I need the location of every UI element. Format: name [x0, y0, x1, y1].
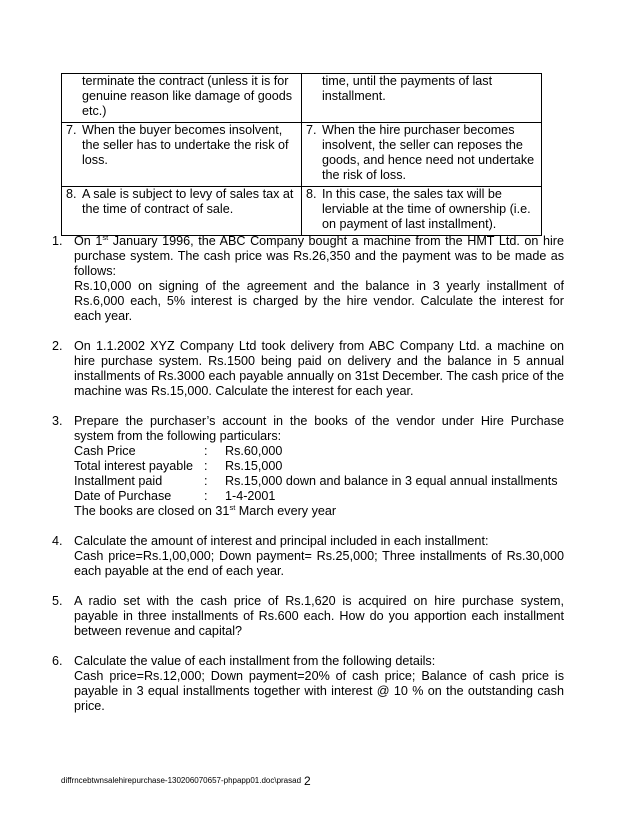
question-text: On 1.1.2002 XYZ Company Ltd took delivery from ABC Company Ltd. a machine on hire purchase system. Rs.1500 being paid on delivery and the balance in 5 annual installments of Rs.3000 each payable annually on 31st December. The cash price of the machine was Rs.15,000. Calculate the interest for each year. [74, 339, 564, 398]
question-detail: Cash price=Rs.1,00,000; Down payment= Rs.25,000; Three installments of Rs.30,000 each payable at the end of each year. [74, 549, 564, 578]
question-number: 6. [52, 654, 63, 668]
table-cell-hire-purchase [302, 74, 542, 123]
question-list [52, 234, 564, 729]
question-number: 5. [52, 594, 63, 608]
footer-file-path: diffrncebtwnsalehirepurchase-130206070657-phpapp01.doc\prasad [61, 776, 302, 785]
particular-row: Total interest payable : Rs.15,000 [74, 459, 283, 473]
question-text: Calculate the value of each installment from the following details: [74, 654, 436, 668]
page-number: 2 [304, 774, 311, 788]
table-row [62, 187, 542, 236]
question-number: 3. [52, 414, 63, 428]
question-closing: The books are closed on 31st March every year [74, 503, 337, 518]
cell-text: terminate the contract (unless it is for genuine reason like damage of goods etc.) [82, 74, 293, 118]
row-number: 8. [306, 187, 317, 201]
question-text: Calculate the amount of interest and principal included in each installment: [74, 534, 489, 548]
particular-row: Installment paid : Rs.15,000 down and balance in 3 equal annual installments [74, 474, 558, 488]
question-2 [52, 339, 564, 399]
question-3 [52, 414, 564, 519]
question-text: Prepare the purchaser’s account in the books of the vendor under Hire Purchase system from the following particulars: [74, 414, 564, 443]
question-detail: Rs.10,000 on signing of the agreement and the balance in 3 yearly installment of Rs.6,000 each, 5% interest is charged by the hire vendor. Calculate the interest for each year. [74, 279, 564, 323]
particular-row: Date of Purchase : 1-4-2001 [74, 489, 276, 503]
question-number: 1. [52, 234, 63, 248]
table-cell-hire-purchase [302, 187, 542, 236]
row-number: 8. [66, 187, 77, 201]
question-5 [52, 594, 564, 639]
table-cell-sale [62, 187, 302, 236]
cell-text: In this case, the sales tax will be lerviable at the time of ownership (i.e. on payment of last installment). [322, 187, 531, 231]
question-text: On 1st January 1996, the ABC Company bought a machine from the HMT Ltd. on hire purchase system. The cash price was Rs.26,350 and the payment was to be made as follows: [74, 233, 564, 278]
question-number: 4. [52, 534, 63, 548]
row-number: 7. [306, 123, 317, 137]
cell-text: A sale is subject to levy of sales tax at the time of contract of sale. [82, 187, 294, 216]
question-text: A radio set with the cash price of Rs.1,620 is acquired on hire purchase system, payable in three installments of Rs.600 each. How do you apportion each installment between revenue and capital? [74, 594, 564, 638]
cell-text: time, until the payments of last installment. [322, 74, 493, 103]
cell-text: When the hire purchaser becomes insolvent, the seller can reposes the goods, and hence need not undertake the risk of loss. [322, 123, 535, 182]
cell-text: When the buyer becomes insolvent, the seller has to undertake the risk of loss. [82, 123, 289, 167]
question-detail: Cash price=Rs.12,000; Down payment=20% of cash price; Balance of cash price is payable in 3 equal installments together with interest @ 10 % on the outstanding cash price. [74, 669, 564, 713]
question-4 [52, 534, 564, 579]
particular-row: Cash Price : Rs.60,000 [74, 444, 283, 458]
table-row [62, 74, 542, 123]
particulars-list [74, 444, 564, 504]
question-number: 2. [52, 339, 63, 353]
question-1 [52, 234, 564, 324]
table-cell-sale [62, 74, 302, 123]
table-cell-sale [62, 123, 302, 187]
comparison-table [61, 73, 542, 236]
row-number: 7. [66, 123, 77, 137]
table-row [62, 123, 542, 187]
question-6 [52, 654, 564, 714]
table-cell-hire-purchase [302, 123, 542, 187]
